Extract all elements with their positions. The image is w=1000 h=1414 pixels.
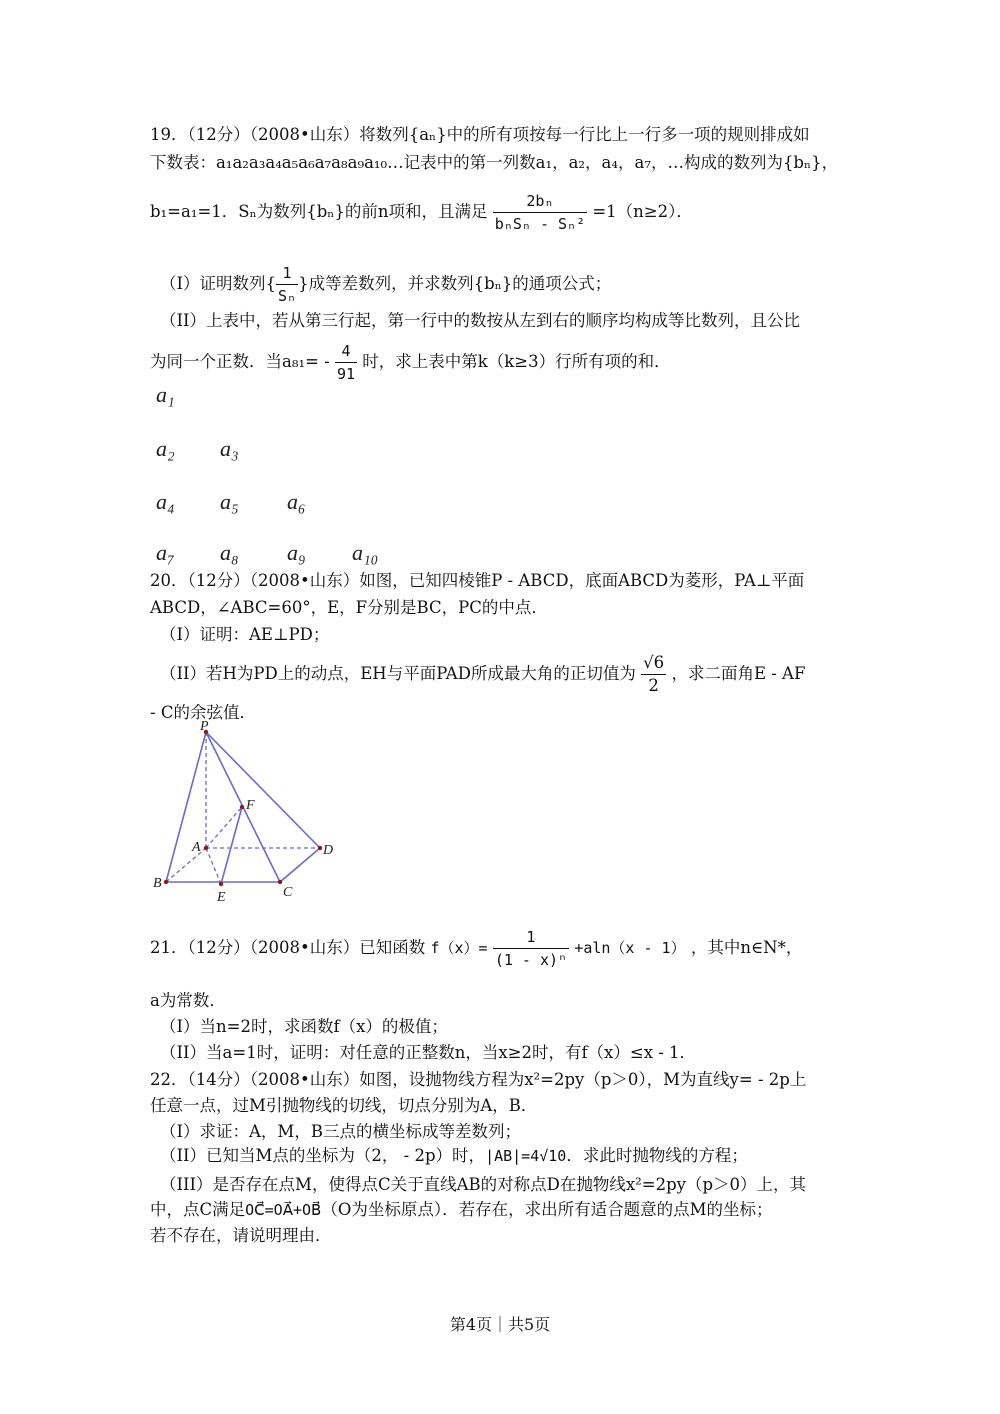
edge-CD	[280, 848, 320, 882]
q20-line2: ABCD，∠ABC=60°，E，F分别是BC，PC的中点．	[150, 598, 548, 617]
q22-part2-tail: ．求此时抛物线的方程；	[566, 1146, 748, 1165]
label-C: C	[283, 885, 293, 900]
q21-part2: （II）当a=1时，证明：对任意的正整数n，当x≥2时，有f（x）≤x - 1．	[160, 1043, 697, 1062]
q21-text: 21．（12分）（2008•山东）已知函数	[150, 938, 426, 957]
q19-part2-line2	[150, 340, 671, 385]
point-B	[164, 880, 168, 884]
q21-part1: （I）当n=2时，求函数f（x）的极值；	[160, 1017, 448, 1036]
q21-func-tail: +aln（x - 1）	[574, 939, 686, 957]
label-F: F	[246, 798, 255, 813]
q20-part2-line2: - C的余弦值．	[150, 703, 256, 722]
table-cell: a₅	[220, 489, 239, 514]
q22-part1: （I）求证：A，M，B三点的横坐标成等差数列；	[160, 1122, 521, 1141]
q19-part1-tail: }成等差数列，并求数列{bₙ}的通项公式；	[298, 274, 612, 293]
q22-part3-line1: （III）是否存在点M，使得点C关于直线AB的对称点D在抛物线x²=2py（p＞0）上，其	[160, 1175, 807, 1194]
edge-PD	[206, 732, 320, 848]
q19-part2-line1: （II）上表中，若从第三行起，第一行中的数按从左到右的顺序均构成等比数列，且公比	[160, 311, 801, 330]
point-C	[278, 880, 282, 884]
point-E	[219, 882, 223, 886]
table-cell: a₉	[287, 540, 306, 565]
q19-fraction-denominator: bₙSₙ - Sₙ²	[494, 215, 586, 233]
table-cell: a₁₀	[352, 540, 379, 565]
q22-part2-math: |AB|=4√10	[485, 1147, 567, 1165]
point-A	[204, 846, 208, 850]
q19-condition	[150, 190, 693, 235]
table-cell: a₄	[156, 489, 175, 514]
label-E: E	[217, 890, 226, 905]
q19-line2: 下数表：a₁a₂a₃a₄a₅a₆a₇a₈a₉a₁₀…记表中的第一列数a₁，a₂，a₄，a₇，…构成的数列为{bₙ}，	[150, 153, 839, 172]
q20-part2-text: （II）若H为PD上的动点，EH与平面PAD所成最大角的正切值为	[160, 664, 636, 683]
q22-line2: 任意一点，过M引抛物线的切线，切点分别为A，B．	[150, 1096, 538, 1115]
q19-part1	[160, 262, 611, 307]
q19-part2-numerator: 4	[335, 340, 357, 363]
table-cell: a₃	[220, 436, 239, 461]
table-cell: a₂	[156, 436, 175, 461]
q21-fraction-numerator: 1	[493, 926, 569, 949]
q21-line1	[150, 926, 802, 971]
q21-fraction-denominator: (1 - x)ⁿ	[494, 951, 568, 969]
edge-AE	[206, 848, 221, 884]
q22-part2	[160, 1145, 748, 1167]
q21-func-lhs: f（x）=	[430, 939, 488, 957]
q22-part3-text: 中，点C满足	[150, 1200, 246, 1219]
q19-part2-denominator: 91	[336, 365, 356, 383]
q22-part3-line3: 若不存在，请说明理由．	[150, 1226, 332, 1245]
q20-part2	[160, 652, 805, 697]
q22-line1: 22．（14分）（2008•山东）如图，设抛物线方程为x²=2py（p＞0），M为直线y= - 2p上	[150, 1070, 807, 1089]
q22-part3-line2	[150, 1199, 772, 1221]
q20-part2-denominator: 2	[648, 676, 659, 695]
table-cell: a₈	[220, 540, 239, 565]
q21-fraction	[493, 926, 569, 971]
q20-part2-numerator: √6	[641, 652, 666, 675]
q19-line1: 19．（12分）（2008•山东）将数列{aₙ}中的所有项按每一行比上一行多一项的规则排成如	[150, 125, 810, 144]
q20-part2-tail: ，求二面角E - AF	[671, 664, 806, 683]
q19-part1-fraction	[276, 262, 298, 307]
table-cell: a₁	[156, 382, 175, 407]
label-D: D	[323, 843, 334, 858]
q19-part2-tail: 时，求上表中第k（k≥3）行所有项的和．	[362, 352, 671, 371]
label-P: P	[200, 720, 209, 734]
q22-part2-text: （II）已知当M点的坐标为（2， - 2p）时，	[160, 1146, 486, 1165]
point-D	[318, 846, 322, 850]
q19-part1-denominator: Sₙ	[278, 287, 297, 305]
edge-PB	[166, 732, 206, 882]
q19-part2-text: 为同一个正数．当a₈₁= -	[150, 352, 330, 371]
q20-part2-fraction	[641, 652, 666, 697]
q19-part1-text: （I）证明数列{	[160, 274, 277, 293]
q19-fraction	[493, 190, 587, 235]
page-footer: 第4页｜共5页	[449, 1315, 551, 1334]
q19-part2-fraction	[335, 340, 357, 385]
q21-line2: a为常数．	[150, 991, 226, 1010]
q19-condition-text: b₁=a₁=1．Sₙ为数列{bₙ}的前n项和，且满足	[150, 202, 488, 221]
q20-line1: 20．（12分）（2008•山东）如图，已知四棱锥P - ABCD，底面ABCD为菱形，PA⊥平面	[150, 571, 805, 590]
pyramid-figure	[140, 720, 360, 905]
q20-part1: （I）证明：AE⊥PD；	[160, 625, 330, 644]
q19-fraction-numerator: 2bₙ	[493, 190, 587, 213]
q19-condition-tail: =1（n≥2）．	[592, 202, 693, 221]
table-cell: a₇	[156, 540, 175, 565]
table-cell: a₆	[287, 489, 306, 514]
q21-text-tail: ，其中n∈N*，	[690, 938, 803, 957]
q22-part3-tail: （O为坐标原点）．若存在，求出所有适合题意的点M的坐标；	[321, 1200, 773, 1219]
label-B: B	[153, 876, 162, 891]
label-A: A	[192, 840, 201, 855]
q19-part1-numerator: 1	[276, 262, 298, 285]
point-F	[240, 805, 244, 809]
q22-part3-math: OC⃗=OA⃗+OB⃗	[245, 1201, 322, 1219]
